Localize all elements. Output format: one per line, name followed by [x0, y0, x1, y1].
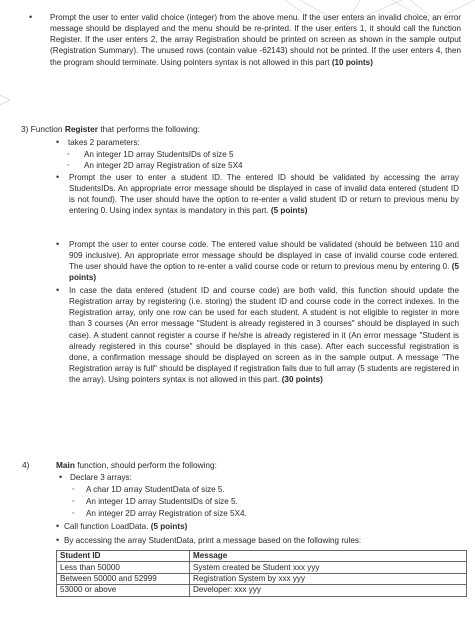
section4-number: 4) [22, 460, 30, 470]
bullet-marker: • [56, 535, 60, 545]
table-cell-student-id: Less than 50000 [57, 562, 190, 573]
column-header-message: Message [190, 551, 467, 562]
sub-bullet-marker: ◦ [67, 162, 70, 169]
course-code-prompt-points: (5 points) [69, 262, 459, 283]
student-id-prompt-text: Prompt the user to enter a student ID. The entered ID should be validated by accessing the array StudentsIDs. An appropriate error message should be displayed in case of invalid data entered (student ID is not found). The user should have the option to re-enter a valid student ID or return to previous menu by entering 0. Using index syntax is mandatory in this part. [69, 173, 459, 216]
call-loaddata-points: (5 points) [150, 522, 188, 531]
student-id-prompt-points: (5 points) [270, 206, 308, 216]
call-loaddata-text: Call function LoadData. [64, 522, 149, 531]
table-row [57, 585, 467, 596]
bullet-marker: • [56, 521, 60, 531]
bullet-marker: • [56, 239, 60, 249]
table-cell-message: Registration System by xxx yyy [190, 573, 467, 584]
sub-bullet-marker: ◦ [72, 510, 75, 517]
section4-heading [56, 460, 217, 471]
table-cell-student-id: Between 50000 and 52999 [57, 573, 190, 584]
message-rules-table [56, 550, 467, 597]
section3-bullet-3 [69, 285, 459, 385]
bullet-marker: • [59, 472, 63, 482]
section4-function-name: Main [56, 460, 75, 470]
sub-bullet-marker: ◦ [72, 498, 75, 505]
access-studentdata-text: By accessing the array StudentData, print a message based on the following rules: [64, 536, 362, 545]
section3-heading [21, 124, 200, 135]
sub-bullet-marker: ◦ [72, 486, 75, 493]
column-header-student-id: Student ID [57, 551, 190, 562]
section3-bullet-1 [69, 172, 459, 217]
table-cell-student-id: 53000 or above [57, 585, 190, 596]
section3-heading-suffix: that performs the following: [100, 124, 200, 134]
section4-heading-suffix: function, should perform the following: [77, 460, 217, 470]
table-cell-message: System created be Student xxx yyy [190, 562, 467, 573]
intro-paragraph [50, 12, 461, 68]
array-item: An integer 2D array Registration of size 5X4. [86, 509, 247, 518]
array-item: A char 1D array StudentData of size 5. [86, 485, 225, 494]
call-loaddata [64, 521, 187, 532]
takes-params-text: takes 2 parameters: [68, 138, 140, 147]
section3-bullet-2 [69, 239, 459, 284]
declare-arrays-text: Declare 3 arrays: [70, 473, 132, 482]
intro-points: (10 points) [331, 57, 373, 67]
table-cell-message: Developer: xxx yyy [190, 585, 467, 596]
bullet-marker: • [56, 285, 60, 295]
section3-heading-prefix: 3) Function [21, 124, 63, 134]
table-header-row [57, 551, 467, 562]
param-item: An integer 2D array Registration of size 5X4 [84, 161, 243, 170]
registration-update-points: (30 points) [281, 375, 323, 385]
course-code-prompt-text: Prompt the user to enter course code. The entered value should be validated (should be between 110 and 909 inclusive). An appropriate error message should be displayed in case of invalid course code entered. The user should have the option to re-enter a valid course code or return to previous menu by entering 0. [69, 240, 459, 272]
section3-function-name: Register [64, 124, 99, 134]
table-row [57, 573, 467, 584]
sub-bullet-marker: ◦ [67, 151, 70, 158]
table-row [57, 562, 467, 573]
bullet-marker: • [56, 172, 60, 182]
registration-update-text: In case the data entered (student ID and course code) are both valid, this function should update the Registration array by registering (i.e. storing) the student ID and course code in the correct indexes. In the Registration array, only one row can be used for each student. A student is not eligible to register in more than 3 courses (An error message "Student is already registered in 3 courses" should be displayed in such case). A student cannot register a course if he/she is already registered in it (An error message "Student is already registered in this course" should be displayed in this case). After each successful registration is done, a confirmation message should be displayed on screen as in the sample output. A message "The Registration array is full" should be displayed if registration fails due to full array (5 students are registered in the array). Using pointers syntax is not allowed in this part. [69, 286, 459, 385]
array-item: An integer 1D array StudentsIDs of size 5. [86, 497, 238, 506]
param-item: An integer 1D array StudentsIDs of size 5 [84, 150, 234, 159]
bullet-marker: • [29, 12, 33, 22]
intro-text: Prompt the user to enter valid choice (integer) from the above menu. If the user enters an invalid choice, an error message should be displayed and the menu should be re-printed. If the user enters 1, it should call the function Register. If the user enters 2, the array Registration should be printed on screen as shown in the sample output (Registration Summary). The unused rows (contain value -62143) should not be printed. If the user enters 4, then the program should terminate. Using pointers syntax is not allowed in this part [50, 13, 461, 67]
bullet-marker: • [56, 137, 60, 147]
